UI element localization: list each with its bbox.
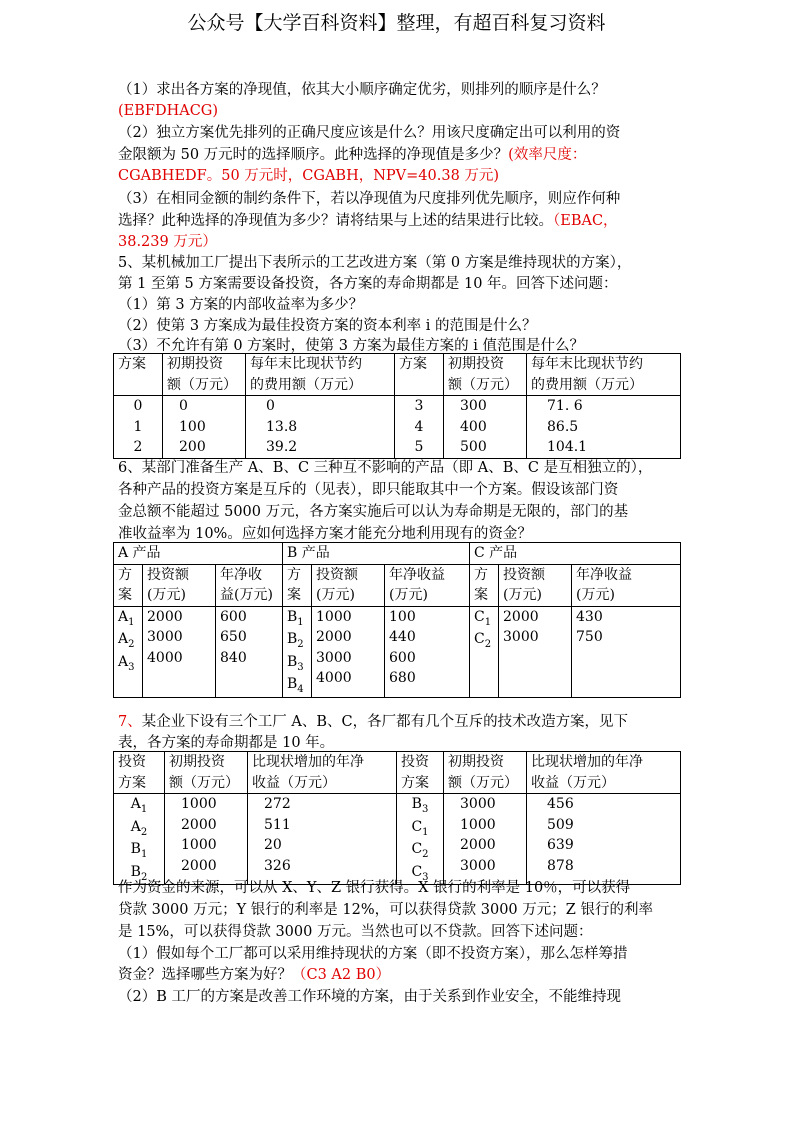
q7-th-net: 比现状增加的年净 收益（万元） (248, 752, 397, 794)
q4-answer-2a: (效率尺度： (508, 147, 587, 163)
q6-c-net: 430 750 (572, 606, 681, 697)
q4-line-3 (118, 145, 586, 165)
q5-th-save: 每年末比现状节约 的费用额（万元） (246, 354, 395, 396)
q7-number-label: 7、 (118, 714, 142, 730)
q5-left-inv: 0 100 200 (163, 396, 246, 459)
q6-group-c: C 产品 (470, 543, 681, 565)
q6-a-plan-head: 方 案 (114, 564, 143, 606)
q7-left-plans: $A_1$ $A_2$ $B_1$ $B_2$ (114, 794, 165, 885)
q4-line-2: （2）独立方案优先排列的正确尺度应该是什么？用该尺度确定出可以利用的资 (118, 125, 621, 141)
q6-b-inv-head: 投资额 (万元) (312, 564, 385, 606)
q6-a-net-head: 年净收 益(万元) (216, 564, 283, 606)
q5-th-inv: 初期投资 额（万元） (163, 354, 246, 396)
q5-left-plans: 0 1 2 (114, 396, 163, 459)
q7-left-inv: 1000 2000 1000 2000 (165, 794, 248, 885)
q5-right-inv: 300 400 500 (444, 396, 527, 459)
q6-c-net-head: 年净收益 (万元) (572, 564, 681, 606)
q5-line-2: 第 1 至第 5 方案需要设备投资，各方案的寿命期都是 10 年。回答下述问题： (118, 276, 618, 292)
q5-line-3: （1）第 3 方案的内部收益率为多少？ (118, 297, 364, 313)
q5-line-1: 5、某机械加工厂提出下表所示的工艺改进方案（第 0 方案是维持现状的方案）， (118, 255, 632, 271)
q6-a-net: 600 650 840 (216, 606, 283, 697)
q7-number (118, 712, 628, 732)
q7-right-inv: 3000 1000 2000 3000 (444, 794, 527, 885)
q4-line-1: （1）求出各方案的净现值，依其大小顺序确定优劣，则排列的顺序是什么？ (118, 82, 606, 98)
q6-line-4: 准收益率为 10%。应如何选择方案才能充分地利用现有的资金？ (118, 526, 532, 542)
q5-right-save: 71. 6 86.5 104.1 (527, 396, 681, 459)
q4-answer-3a: （EBAC， (553, 213, 618, 229)
q6-table (113, 542, 681, 698)
q4-line-6-text: 选择？此种选择的净现值为多少？请将结果与上述的结果进行比较。 (118, 213, 553, 229)
q7-para-2: 贷款 3000 万元；Y 银行的利率是 12%，可以获得贷款 3000 万元；Z 银行的利率 (118, 902, 653, 918)
q5-th-save-2: 每年末比现状节约 的费用额（万元） (527, 354, 681, 396)
q6-line-2: 各种产品的投资方案是互斥的（见表），即只能取其中一个方案。假设该部门资 (118, 482, 619, 498)
q6-group-b: B 产品 (283, 543, 470, 565)
q6-a-inv: 2000 3000 4000 (143, 606, 216, 697)
q7-para-5-text: 资金？选择哪些方案为好？ (118, 967, 292, 983)
q7-para-5 (118, 965, 390, 985)
q5-line-5: （3）不允许有第 0 方案时，使第 3 方案为最佳方案的 i 值范围是什么？ (118, 338, 584, 354)
q6-a-plans: $A_1$ $A_2$ $A_3$ (114, 606, 143, 697)
q5-left-save: 0 13.8 39.2 (246, 396, 395, 459)
q5-th-plan-2: 方案 (395, 354, 444, 396)
q5-th-inv-2: 初期投资 额（万元） (444, 354, 527, 396)
q6-c-plan-head: 方 案 (470, 564, 499, 606)
q7-th-plan: 投资 方案 (114, 752, 165, 794)
q7-th-inv: 初期投资 额（万元） (165, 752, 248, 794)
q7-th-plan-2: 投资 方案 (397, 752, 444, 794)
q7-para-4: （1）假如每个工厂都可以采用维持现状的方案（即不投资方案），那么怎样筹措 (118, 946, 628, 962)
q5-table (113, 353, 681, 459)
q4-answer-1: (EBFDHACG) (118, 103, 219, 119)
q7-right-net: 456 509 639 878 (527, 794, 681, 885)
q6-line-3: 金总额不能超过 5000 万元，各方案实施后可以认为寿命期是无限的，部门的基 (118, 504, 629, 520)
q4-line-5: （3）在相同金额的制约条件下，若以净现值为尺度排列优先顺序，则应作何种 (118, 191, 621, 207)
q6-b-net: 100 440 600 680 (385, 606, 470, 697)
q4-line-3-text: 金限额为 50 万元时的选择顺序。此种选择的净现值是多少？ (118, 147, 509, 163)
q6-group-a: A 产品 (114, 543, 283, 565)
q4-line-6 (118, 211, 618, 231)
q5-right-plans: 3 4 5 (395, 396, 444, 459)
q6-b-net-head: 年净收益 (万元) (385, 564, 470, 606)
q4-answer-2b: CGABHEDF。50 万元时，CGABH，NPV=40.38 万元) (118, 168, 500, 184)
q7-left-net: 272 511 20 326 (248, 794, 397, 885)
q7-right-plans: $B_3$ $C_1$ $C_2$ $C_3$ (397, 794, 444, 885)
q7-para-1: 作为资金的来源，可以从 X、Y、Z 银行获得。X 银行的利率是 10％，可以获得 (118, 880, 631, 896)
q6-c-inv-head: 投资额 (万元) (499, 564, 572, 606)
q7-th-inv-2: 初期投资 额（万元） (444, 752, 527, 794)
q7-table (113, 751, 681, 885)
q7-para-6: （2）B 工厂的方案是改善工作环境的方案，由于关系到作业安全，不能维持现 (118, 989, 621, 1005)
q6-c-plans: $C_1$ $C_2$ (470, 606, 499, 697)
q5-th-plan: 方案 (114, 354, 163, 396)
q6-c-inv: 2000 3000 (499, 606, 572, 697)
q6-b-plans: $B_1$ $B_2$ $B_3$ $B_4$ (283, 606, 312, 697)
q7-line-2: 表，各方案的寿命期都是 10 年。 (118, 735, 335, 751)
q7-para-3: 是 15%，可以获得贷款 3000 万元。当然也可以不贷款。回答下述问题： (118, 924, 593, 940)
q4-answer-3b: 38.239 万元） (118, 234, 217, 250)
q6-line-1: 6、某部门准备生产 A、B、C 三种互不影响的产品（即 A、B、C 是互相独立的）， (118, 460, 653, 476)
q7-answer-1: （C3 A2 B0） (292, 967, 391, 983)
page-header: 公众号【大学百科资料】整理，有超百科复习资料 (187, 12, 606, 34)
q5-line-4: （2）使第 3 方案成为最佳投资方案的资本利率 i 的范围是什么？ (118, 318, 537, 334)
q7-line-1-text: 某企业下设有三个工厂 A、B、C，各厂都有几个互斥的技术改造方案，见下 (141, 714, 629, 730)
q6-b-plan-head: 方 案 (283, 564, 312, 606)
q7-th-net-2: 比现状增加的年净 收益（万元） (527, 752, 681, 794)
q6-a-inv-head: 投资额 (万元) (143, 564, 216, 606)
q6-b-inv: 1000 2000 3000 4000 (312, 606, 385, 697)
